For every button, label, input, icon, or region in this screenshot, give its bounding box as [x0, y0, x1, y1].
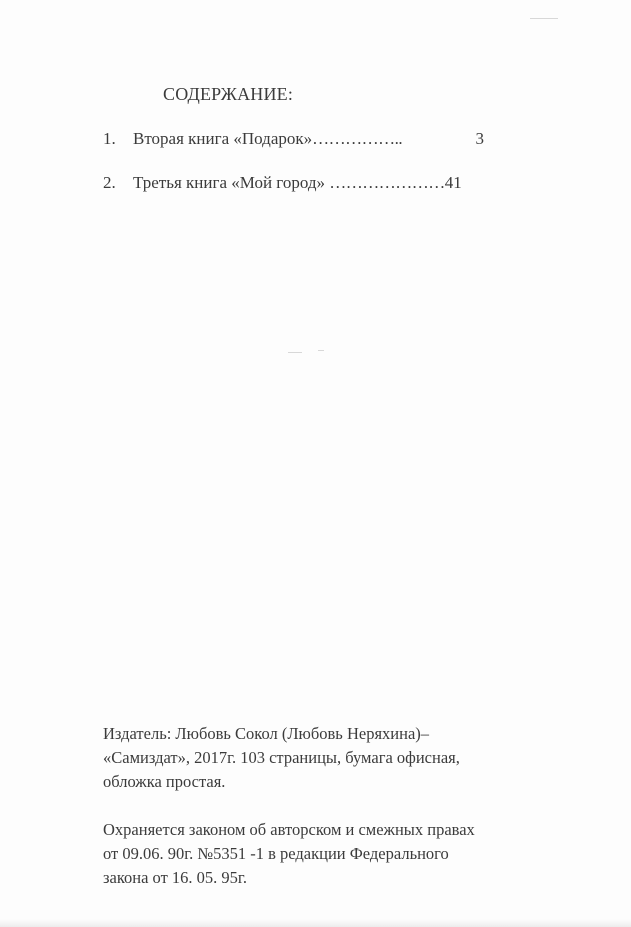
copyright-line: закона от 16. 05. 95г. — [103, 868, 247, 887]
toc-entry-title: Вторая книга «Подарок» — [133, 129, 313, 148]
toc-entry — [103, 173, 498, 193]
paragraph-gap — [103, 794, 543, 818]
publisher-line: Издатель: Любовь Сокол (Любовь Неряхина)– — [103, 724, 430, 743]
scan-bottom-edge — [0, 919, 631, 927]
toc-entry-page: 41 — [444, 173, 462, 192]
toc-entry-number: 1. — [103, 129, 116, 148]
copyright-line: Охраняется законом об авторском и смежных правах — [103, 820, 475, 839]
publisher-line: обложка простая. — [103, 772, 226, 791]
copyright-line: от 09.06. 90г. №5351 -1 в редакции Федерального — [103, 844, 449, 863]
toc-entry-title: Третья книга «Мой город» — [133, 173, 330, 192]
toc-entry-leader: …………….. — [312, 129, 403, 148]
toc-entry — [103, 129, 498, 149]
imprint-block — [103, 722, 543, 890]
toc-title: СОДЕРЖАНИЕ: — [163, 84, 294, 104]
toc-entry-page: 3 — [475, 129, 484, 148]
scan-artifact — [530, 18, 558, 19]
publisher-line: «Самиздат», 2017г. 103 страницы, бумага офисная, — [103, 748, 460, 767]
toc-entry-number: 2. — [103, 173, 116, 192]
scan-artifact — [288, 352, 302, 353]
scan-artifact — [318, 350, 324, 351]
toc-entry-leader: ………………… — [329, 173, 445, 192]
